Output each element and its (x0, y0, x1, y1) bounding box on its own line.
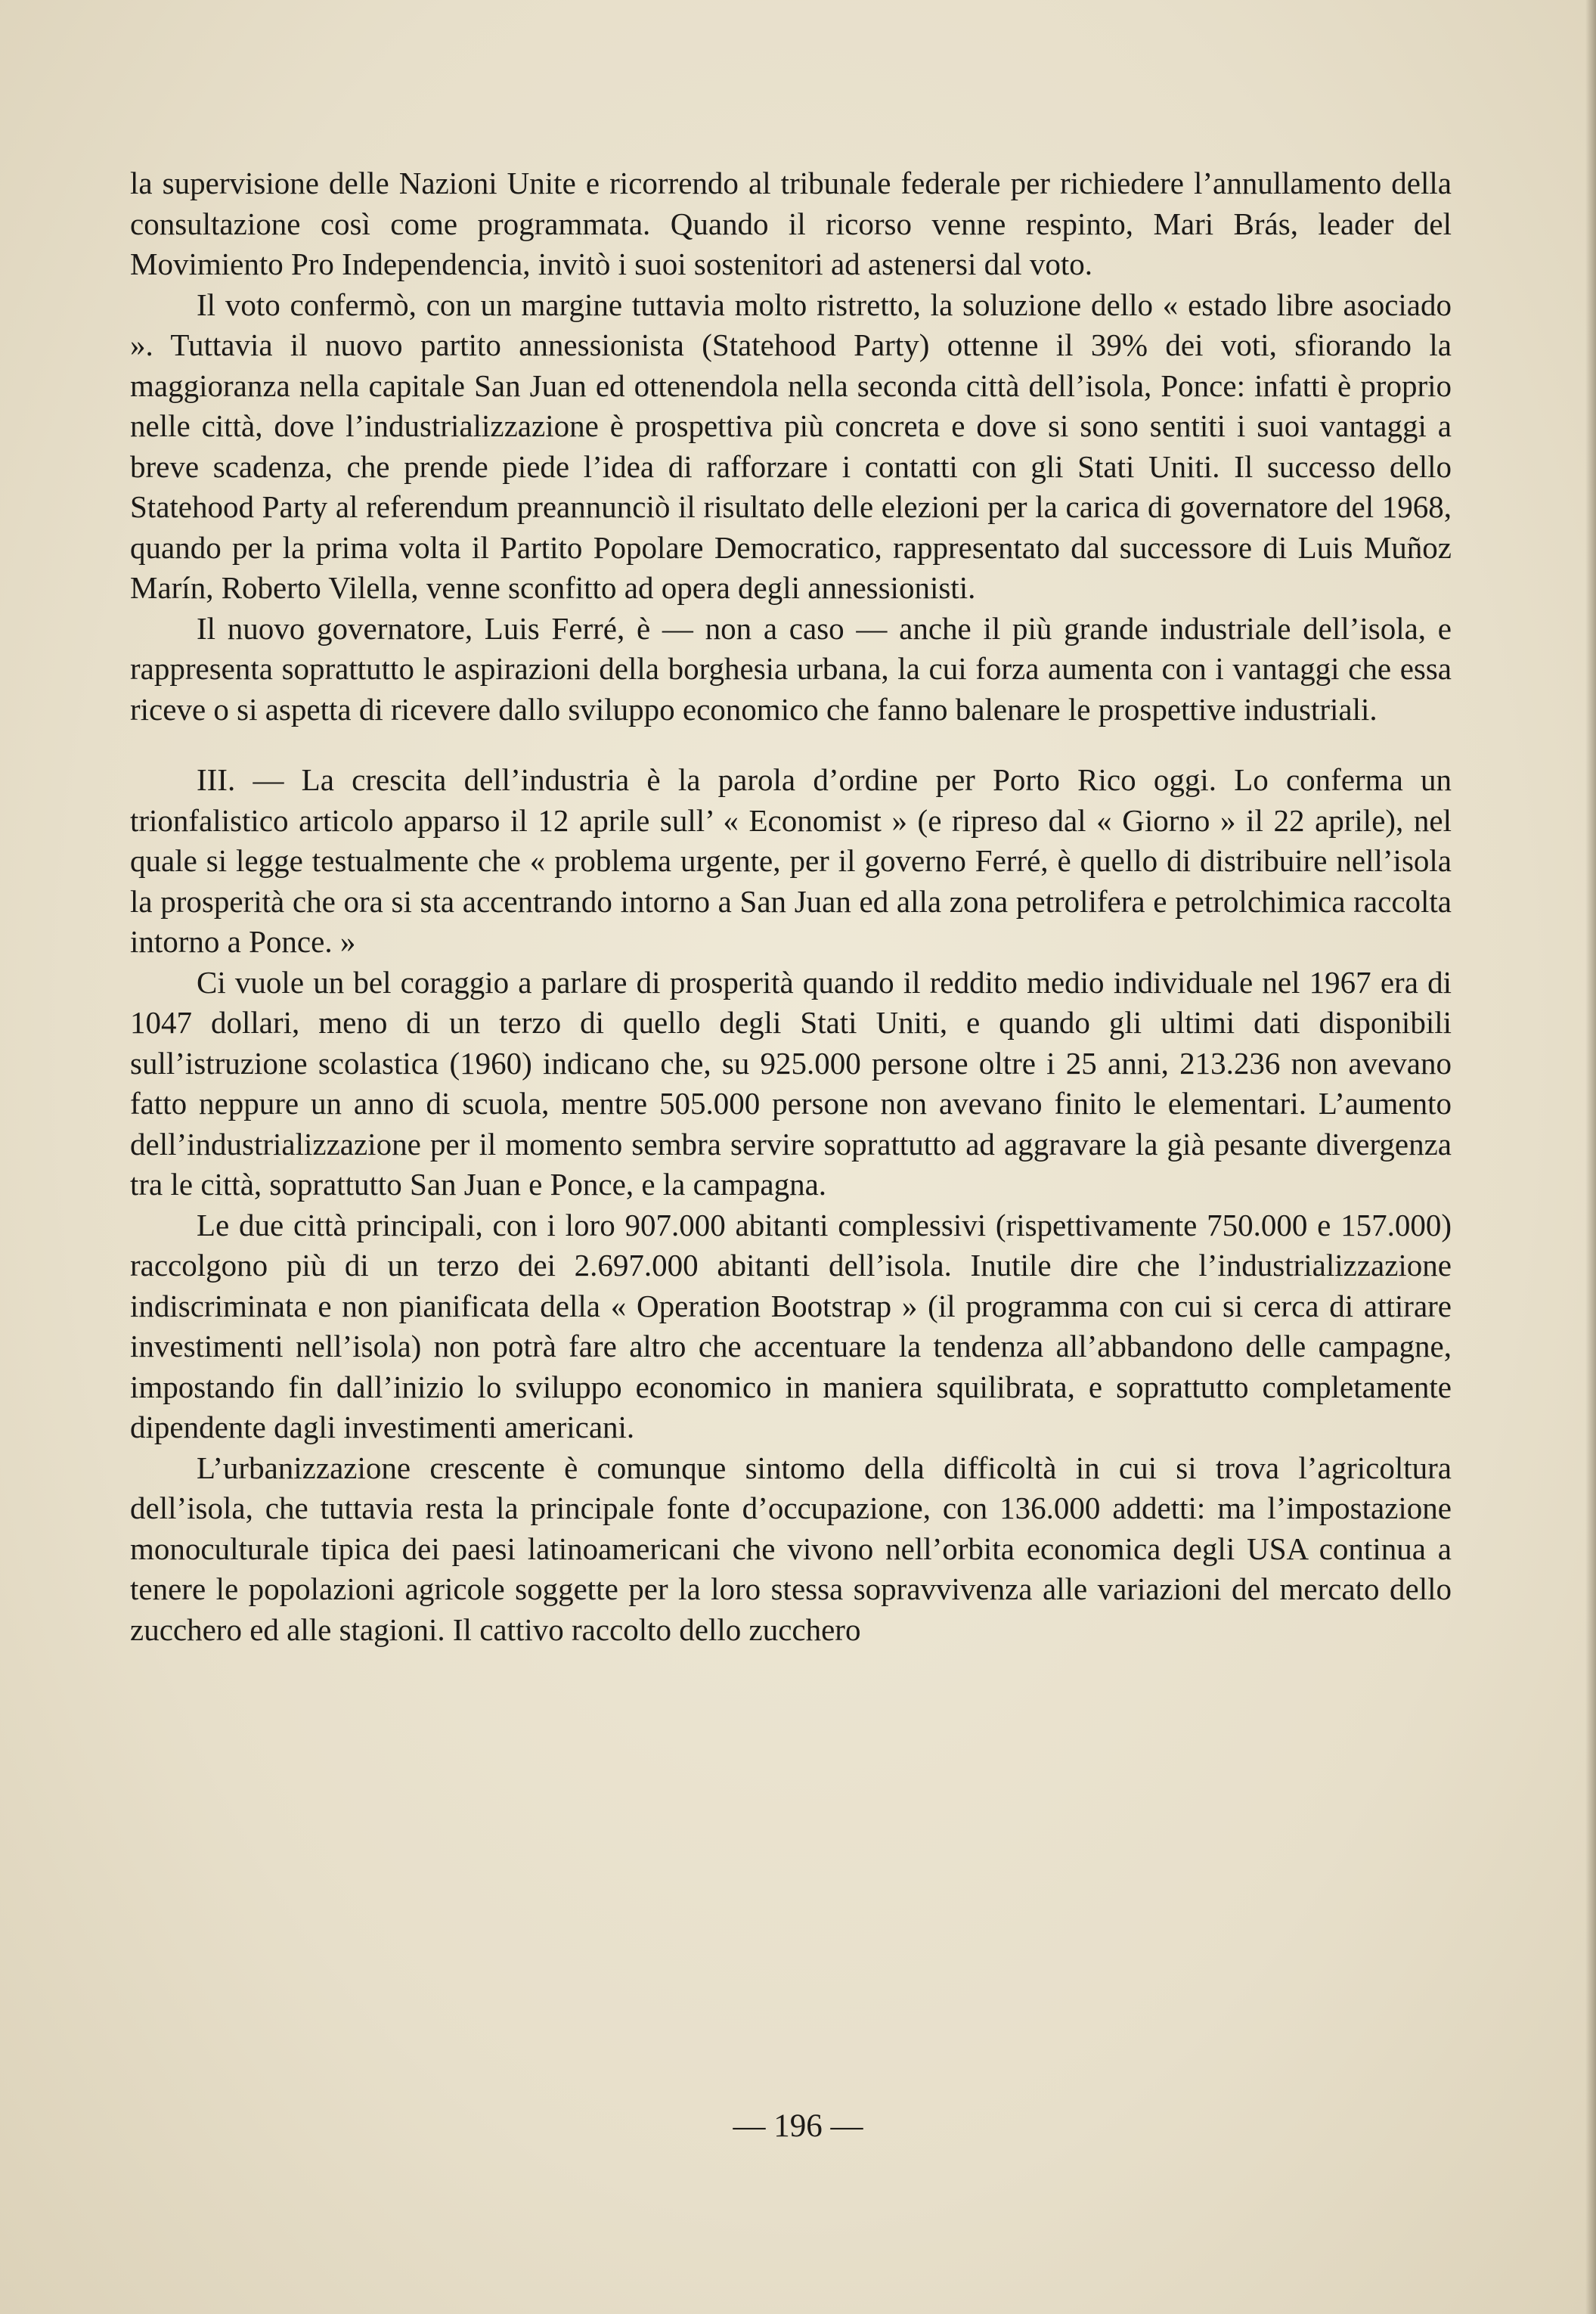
paragraph-continuation: la supervisione delle Nazioni Unite e ricorrendo al tribunale federale per richiedere l’annullamento della consultazione così come programmata. Quando il ricorso venne respinto, Mari Brás, leader del Movimiento Pro Independencia, invitò i suoi sostenitori ad astenersi dal voto. (130, 166, 1452, 281)
paragraph: Il voto confermò, con un margine tuttavia molto ristretto, la soluzione dello « estado libre asociado ». Tuttavia il nuovo partito annessionista (Statehood Party) ottenne il 39% dei voti, sfiorando la maggioranza nella capitale San Juan ed ottenendola nella seconda città dell’isola, Ponce: infatti è proprio nelle città, dove l’industrializzazione è prospettiva più concreta e dove si sono sentiti i suoi vantaggi a breve scadenza, che prende piede l’idea di rafforzare i contatti con gli Stati Uniti. Il successo dello Statehood Party al referendum preannunciò il risultato delle elezioni per la carica di governatore del 1968, quando per la prima volta il Partito Popolare Democratico, rappresentato dal successore di Luis Muñoz Marín, Roberto Vilella, venne sconfitto ad opera degli annessionisti. (130, 287, 1452, 605)
body-text (130, 163, 1452, 1650)
paragraph: L’urbanizzazione crescente è comunque sintomo della difficoltà in cui si trova l’agricoltura dell’isola, che tuttavia resta la principale fonte d’occupazione, con 136.000 addetti: ma l’impostazione monoculturale tipica dei paesi latinoamericani che vivono nell’orbita economica degli USA continua a tenere le popolazioni agricole soggette per la loro stessa sopravvivenza alle variazioni del mercato dello zucchero ed alle stagioni. Il cattivo raccolto dello zucchero (130, 1450, 1452, 1647)
page-number: — 196 — (733, 2108, 863, 2144)
paragraph: Ci vuole un bel coraggio a parlare di prosperità quando il reddito medio individuale nel 1967 era di 1047 dollari, meno di un terzo di quello degli Stati Uniti, e quando gli ultimi dati disponibili sull’istruzione scolastica (1960) indicano che, su 925.000 persone oltre i 25 anni, 213.236 non avevano fatto neppure un anno di scuola, mentre 505.000 persone non avevano finito le elementari. L’aumento dell’industrializzazione per il momento sembra servire soprattutto ad aggravare la già pesante divergenza tra le città, soprattutto San Juan e Ponce, e la campagna. (130, 964, 1452, 1202)
section-heading-paragraph: III. — La crescita dell’industria è la parola d’ordine per Porto Rico oggi. Lo conferma un trionfalistico articolo apparso il 12 aprile sull’ « Economist » (e ripreso dal « Giorno » il 22 aprile), nel quale si legge testualmente che « problema urgente, per il governo Ferré, è quello di distribuire nell’isola la prosperità che ora si sta accentrando intorno a San Juan ed alla zona petrolifera e petrolchimica raccolta intorno a Ponce. » (130, 762, 1452, 959)
page-edge-shadow (1585, 0, 1596, 2314)
paragraph: Le due città principali, con i loro 907.000 abitanti complessivi (rispettivamente 750.000 e 157.000) raccolgono più di un terzo dei 2.697.000 abitanti dell’isola. Inutile dire che l’industrializzazione indiscriminata e non pianificata della « Operation Bootstrap » (il programma con cui si cerca di attirare investimenti nell’isola) non potrà fare altro che accentuare la tendenza all’abbandono delle campagne, impostando fin dall’inizio lo sviluppo economico in maniera squilibrata, e soprattutto completamente dipendente dagli investimenti americani. (130, 1207, 1452, 1444)
paragraph: Il nuovo governatore, Luis Ferré, è — non a caso — anche il più grande industriale dell’isola, e rappresenta soprattutto le aspirazioni della borghesia urbana, la cui forza aumenta con i vantaggi che essa riceve o si aspetta di ricevere dallo sviluppo economico che fanno balenare le prospettive industriali. (130, 610, 1452, 727)
section-gap (130, 730, 1452, 760)
